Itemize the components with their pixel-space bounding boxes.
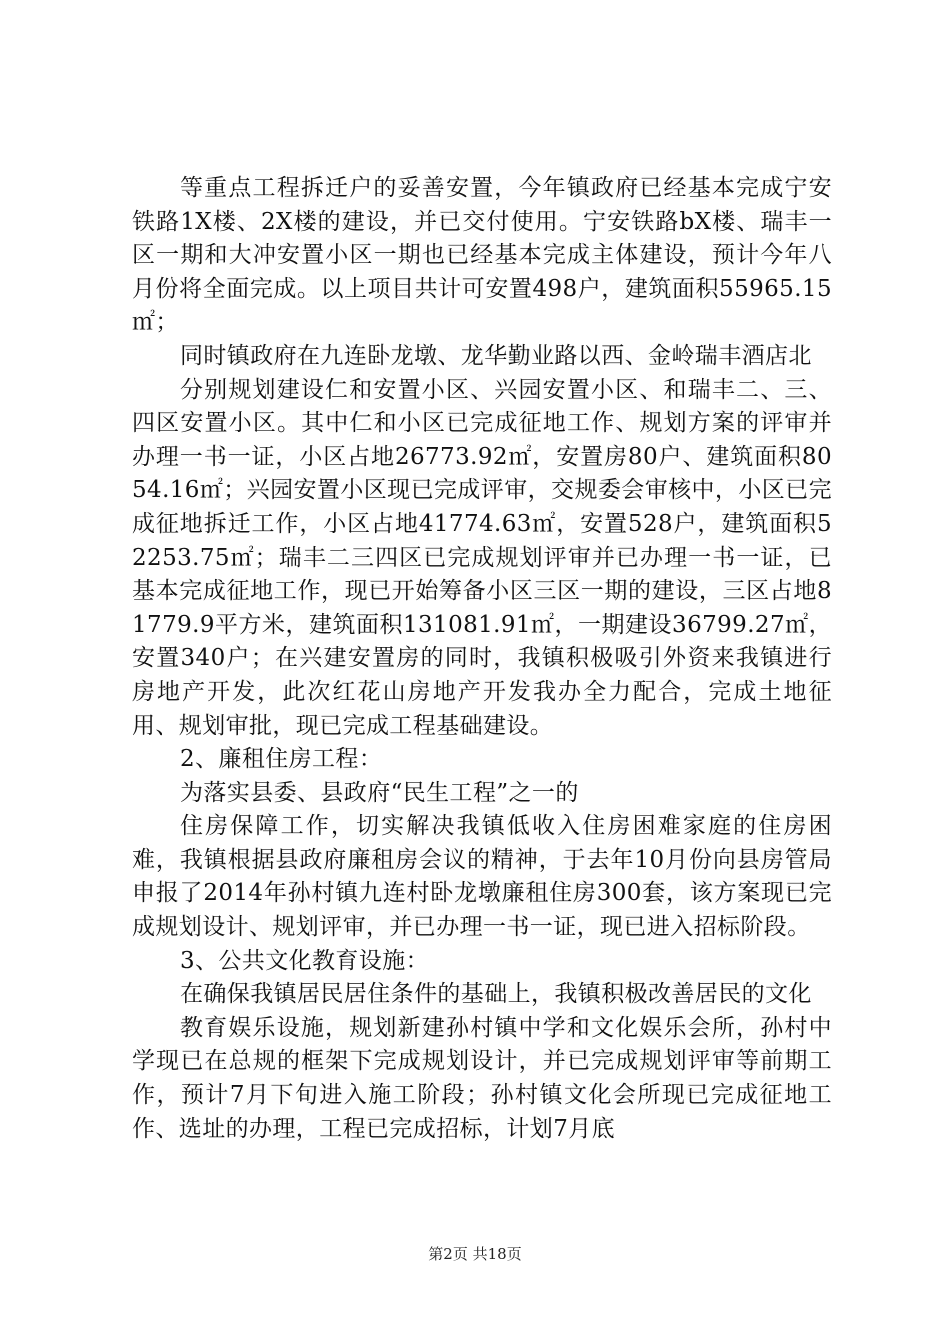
- document-body: [132, 172, 832, 1146]
- paragraph: 教育娱乐设施，规划新建孙村镇中学和文化娱乐会所，孙村中学现已在总规的框架下完成规划设计，并已完成规划评审等前期工作，预计7月下旬进入施工阶段；孙村镇文化会所现已完成征地工作、选址的办理，工程已完成招标，计划7月底: [132, 1014, 832, 1142]
- paragraph: 分别规划建设仁和安置小区、兴园安置小区、和瑞丰二、三、四区安置小区。其中仁和小区已完成征地工作、规划方案的评审并办理一书一证，小区占地26773.92㎡，安置房80户、建筑面积8054.16㎡；兴园安置小区现已完成评审，交规委会审核中，小区已完成征地拆迁工作，小区占地41774.63㎡，安置528户，建筑面积52253.75㎡；瑞丰二三四区已完成规划评审并已办理一书一证，已基本完成征地工作，现已开始筹备小区三区一期的建设，三区占地81779.9平方米，建筑面积131081.91㎡，一期建设36799.27㎡，安置340户；在兴建安置房的同时，我镇积极吸引外资来我镇进行房地产开发，此次红花山房地产开发我办全力配合，完成土地征用、规划审批，现已完成工程基础建设。: [132, 376, 832, 739]
- section-heading: 3、公共文化教育设施：: [180, 947, 430, 974]
- section-heading: 2、廉租住房工程：: [180, 746, 383, 773]
- paragraph: 同时镇政府在九连卧龙墩、龙华勤业路以西、金岭瑞丰酒店北: [180, 342, 812, 369]
- paragraph: 住房保障工作，切实解决我镇低收入住房困难家庭的住房困难，我镇根据县政府廉租房会议的精神，于去年10月份向县房管局申报了2014年孙村镇九连村卧龙墩廉租住房300套，该方案现已完成规划设计、规划评审，并已办理一书一证，现已进入招标阶段。: [132, 813, 832, 941]
- paragraph: 等重点工程拆迁户的妥善安置，今年镇政府已经基本完成宁安铁路1X楼、2X楼的建设，并已交付使用。宁安铁路bX楼、瑞丰一区一期和大冲安置小区一期也已经基本完成主体建设，预计今年八月份将全面完成。以上项目共计可安置498户，建筑面积55965.15㎡；: [132, 175, 832, 336]
- page-footer: 第2页 共18页: [428, 1245, 522, 1263]
- paragraph: 在确保我镇居民居住条件的基础上，我镇积极改善居民的文化: [180, 981, 812, 1008]
- paragraph: 为落实县委、县政府“民生工程”之一的: [180, 779, 579, 806]
